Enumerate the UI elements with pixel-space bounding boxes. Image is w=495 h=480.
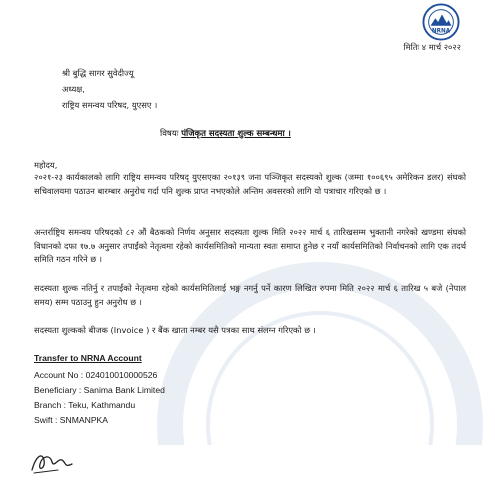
recipient-name: श्री बुद्धि सागर सुवेदीज्यू bbox=[62, 68, 134, 78]
paragraph-3: सदस्यता शुल्क नतिर्नु र तपाईंको नेतृत्वमा रहेको कार्यसमितिलाई भङ्ग नगर्नु पर्ने कारण लिखित रुपमा मिति २०२२ मार्च ६ तारिख ५ बजे (नेपाल समय) सम्म पठाउनु हुन अनुरोध छ । bbox=[34, 283, 466, 307]
account-swift: Swift : SNMANPKA bbox=[34, 415, 109, 425]
nrna-logo-icon bbox=[422, 3, 460, 41]
subject-text: पंजिकृत सदस्यता शुल्क सम्बन्धमा । bbox=[181, 129, 291, 139]
paragraph-2: अन्तर्राष्ट्रिय समन्वय परिषदको ८२ औं बैठकको निर्णय अनुसार सदस्यता शुल्क मिति २०२२ मार्च ६ तारिखसम्म भुक्तानी नगरेको खण्डमा संघको विधानको दफा १७.७ अनुसार तपाईंको नेतृत्वमा रहेको कार्यसमितिको मान्यता स्वतः समाप्त हुनेछ र नयाँ कार्यसमितिको निर्वाचनको लागि एक तदर्थ समिति गठन गरिने छ । bbox=[34, 227, 466, 265]
logo-text: NRNA bbox=[431, 28, 451, 35]
account-number: Account No : 024010010000526 bbox=[34, 370, 158, 380]
account-title: Transfer to NRNA Account bbox=[34, 353, 142, 363]
paragraph-1: २०२१-२३ कार्यकालको लागि राष्ट्रिय समन्वय परिषद् युएसएका २०१३९ जना पञ्जिकृत सदस्यको शुल्क (जम्मा १००६९५ अमेरिकन डलर) संघको सचिवालयमा पठाउन बारम्बार अनुरोध गर्दा पनि शुल्क प्राप्त नभएकोले अन्तिम अवसरको लागि यो पत्राचार गरिएको छ । bbox=[34, 172, 466, 196]
recipient-org: राष्ट्रिय समन्वय परिषद, युएसए । bbox=[62, 100, 158, 110]
subject-line bbox=[160, 128, 291, 139]
paragraph-4: सदस्यता शुल्कको बीजक (Invoice ) र बैंक खाता नम्बर यसै पत्रका साथ संलग्न गरिएको छ । bbox=[34, 325, 316, 335]
signature-icon bbox=[28, 446, 80, 476]
subject-label: विषयः bbox=[160, 129, 179, 139]
greeting: महोदय, bbox=[34, 160, 58, 170]
letter-date: मितिः ४ मार्च २०२२ bbox=[403, 42, 461, 52]
recipient-title: अध्यक्ष, bbox=[62, 84, 85, 94]
account-branch: Branch : Teku, Kathmandu bbox=[34, 400, 136, 410]
account-beneficiary: Beneficiary : Sanima Bank Limited bbox=[34, 385, 165, 395]
